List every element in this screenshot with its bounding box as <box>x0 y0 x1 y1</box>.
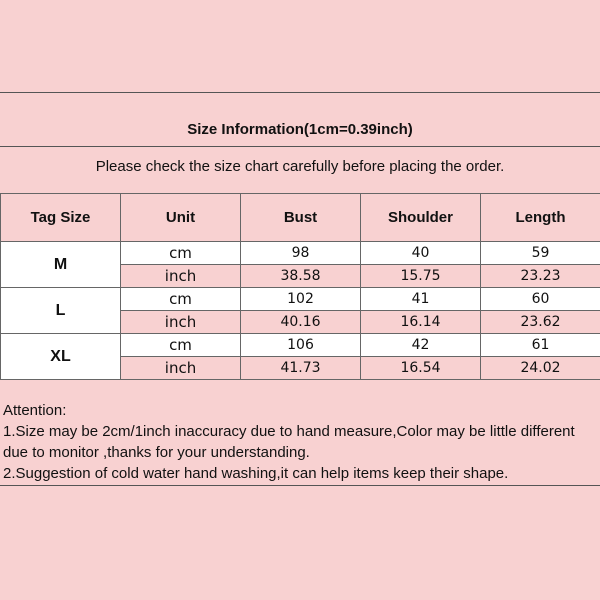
bust-cell: 106 <box>241 334 361 357</box>
shoulder-cell: 16.54 <box>361 357 481 380</box>
length-cell: 60 <box>481 288 600 311</box>
table-row <box>1 334 600 357</box>
size-table <box>0 193 600 380</box>
length-cell: 59 <box>481 242 600 265</box>
length-cell: 23.23 <box>481 265 600 288</box>
header-bust: Bust <box>241 194 361 242</box>
unit-cell: inch <box>121 311 241 334</box>
bust-cell: 41.73 <box>241 357 361 380</box>
title-divider <box>0 146 600 147</box>
shoulder-cell: 41 <box>361 288 481 311</box>
tag-size-cell: L <box>1 288 121 334</box>
header-tag-size: Tag Size <box>1 194 121 242</box>
notes-line-2: 2.Suggestion of cold water hand washing,it can help items keep their shape. <box>3 465 509 482</box>
notes-heading: Attention: <box>3 402 67 419</box>
shoulder-cell: 15.75 <box>361 265 481 288</box>
top-divider <box>0 92 600 93</box>
length-cell: 23.62 <box>481 311 600 334</box>
shoulder-cell: 42 <box>361 334 481 357</box>
bust-cell: 102 <box>241 288 361 311</box>
bottom-divider <box>0 485 600 486</box>
header-length: Length <box>481 194 600 242</box>
page-subtitle: Please check the size chart carefully before placing the order. <box>95 158 505 175</box>
page-title: Size Information(1cm=0.39inch) <box>187 121 413 138</box>
bust-cell: 40.16 <box>241 311 361 334</box>
table-header-row <box>1 194 600 242</box>
shoulder-cell: 40 <box>361 242 481 265</box>
tag-size-cell: XL <box>1 334 121 380</box>
tag-size-cell: M <box>1 242 121 288</box>
length-cell: 24.02 <box>481 357 600 380</box>
bust-cell: 38.58 <box>241 265 361 288</box>
header-unit: Unit <box>121 194 241 242</box>
attention-notes <box>3 400 597 484</box>
unit-cell: inch <box>121 357 241 380</box>
table-row <box>1 242 600 265</box>
shoulder-cell: 16.14 <box>361 311 481 334</box>
unit-cell: cm <box>121 242 241 265</box>
header-shoulder: Shoulder <box>361 194 481 242</box>
unit-cell: cm <box>121 334 241 357</box>
unit-cell: inch <box>121 265 241 288</box>
unit-cell: cm <box>121 288 241 311</box>
bust-cell: 98 <box>241 242 361 265</box>
table-row <box>1 288 600 311</box>
notes-line-1: 1.Size may be 2cm/1inch inaccuracy due to hand measure,Color may be little different due to monitor ,thanks for your understanding. <box>3 423 575 461</box>
length-cell: 61 <box>481 334 600 357</box>
